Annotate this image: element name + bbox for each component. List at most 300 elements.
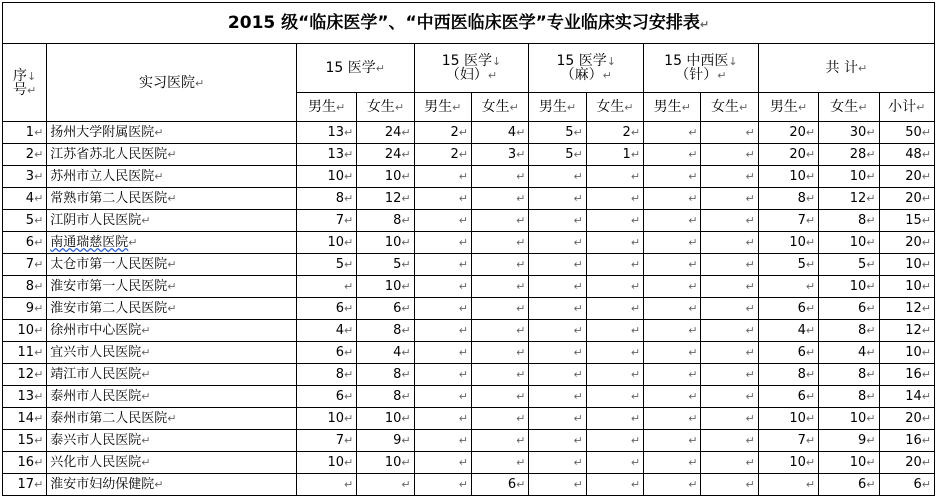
cell-med-female-value: 10 [384,235,402,250]
cell-hospital-value: 兴化市人民医院 [50,455,142,470]
cell-gyn-male: ↵ [414,210,471,232]
cell-total-male: 4↵ [758,320,818,342]
cell-seq: 1↵ [3,122,47,144]
cell-total-female: 8↵ [819,320,879,342]
cell-med-female-value: 6 [393,301,402,316]
cell-anes-male: ↵ [529,232,586,254]
cell-med-female: 10↵ [357,166,414,188]
table-row [3,144,935,166]
cell-gyn-male: 2↵ [414,122,471,144]
cell-total-female: 6↵ [819,474,879,496]
cell-med-male: ↵ [296,276,356,298]
cell-total-female-value: 8 [858,367,867,382]
cell-total-male-value: 6 [797,389,806,404]
cell-anes-male: 5↵ [529,144,586,166]
cell-hospital: 徐州市中心医院↵ [47,320,297,342]
cell-hospital-value: 淮安市妇幼保健院 [50,477,155,492]
cell-tcm-male: ↵ [644,122,701,144]
cell-subtotal: 14↵ [879,386,934,408]
table-row [3,386,935,408]
cell-total-male-value: 8 [797,191,806,206]
cell-total-male: 5↵ [758,254,818,276]
cell-gyn-male: ↵ [414,298,471,320]
header-male: 男生↵ [529,93,586,122]
cell-total-female: 4↵ [819,342,879,364]
table-row [3,166,935,188]
cell-seq-value: 16 [17,455,35,470]
cell-med-male-value: 13 [327,147,345,162]
cell-med-male: 10↵ [296,452,356,474]
cell-subtotal-value: 6 [913,477,922,492]
cell-anes-female: ↵ [586,254,643,276]
cell-tcm-female: ↵ [701,144,758,166]
cell-subtotal: 10↵ [879,254,934,276]
cell-hospital: 泰州市第二人民医院↵ [47,408,297,430]
table-row [3,474,935,496]
cell-seq-value: 17 [17,477,35,492]
table-row [3,452,935,474]
cell-seq-value: 7 [25,257,35,272]
cell-anes-male: ↵ [529,408,586,430]
cell-anes-female: 1↵ [586,144,643,166]
cell-gyn-male: ↵ [414,254,471,276]
cell-total-male-value: 10 [789,455,806,470]
cell-seq-value: 4 [25,191,35,206]
cell-seq-value: 6 [25,235,35,250]
cell-anes-male: ↵ [529,210,586,232]
cell-gyn-male: ↵ [414,430,471,452]
cell-subtotal: 20↵ [879,232,934,254]
cell-total-male: 6↵ [758,298,818,320]
cell-tcm-female: ↵ [701,364,758,386]
cell-seq-value: 15 [17,433,35,448]
table-title: 2015 级“临床医学”、“中西医临床医学”专业临床实习安排表 [227,12,700,33]
cell-hospital-value: 苏州市立人民医院 [50,169,155,184]
cell-anes-female-value: 2 [622,125,631,140]
cell-anes-female: ↵ [586,166,643,188]
cell-med-female-value: 8 [393,323,402,338]
cell-hospital: 苏州市立人民医院↵ [47,166,297,188]
cell-med-male: 10↵ [296,232,356,254]
header-group-medicine-anesthesia: 15 医学↓ （麻）↵ [529,44,644,93]
cell-med-female-value: 24 [384,147,402,162]
cell-total-female: 30↵ [819,122,879,144]
cell-med-male: 7↵ [296,210,356,232]
cell-total-female: 6↵ [819,298,879,320]
cell-total-female: 8↵ [819,386,879,408]
cell-gyn-female: ↵ [471,386,528,408]
cell-subtotal-value: 20 [905,411,922,426]
cell-med-female-value: 12 [384,191,402,206]
cell-hospital: 扬州大学附属医院↵ [47,122,297,144]
cell-total-male: 10↵ [758,452,818,474]
cell-tcm-female: ↵ [701,188,758,210]
cell-subtotal-value: 14 [905,389,922,404]
cell-gyn-female: 6↵ [471,474,528,496]
cell-med-female-value: 24 [384,125,402,140]
header-hospital: 实习医院↵ [47,44,297,122]
cell-subtotal: 16↵ [879,430,934,452]
cell-subtotal-value: 10 [905,257,922,272]
cell-subtotal-value: 10 [905,279,922,294]
cell-subtotal: 12↵ [879,320,934,342]
cell-anes-male: ↵ [529,364,586,386]
cell-hospital: 淮安市妇幼保健院↵ [47,474,297,496]
header-female: 女生↵ [701,93,758,122]
cell-total-female-value: 8 [858,323,867,338]
cell-tcm-male: ↵ [644,276,701,298]
cell-med-male-value: 10 [327,169,345,184]
cell-gyn-female: ↵ [471,364,528,386]
cell-tcm-male: ↵ [644,474,701,496]
cell-tcm-female: ↵ [701,430,758,452]
header-seq: 序↓ 号↵ [3,44,47,122]
cell-hospital: 太仓市第一人民医院↵ [47,254,297,276]
cell-total-male: ↵ [758,474,818,496]
cell-total-female-value: 10 [849,279,867,294]
cell-total-male-value: 8 [797,367,806,382]
cell-med-female: 8↵ [357,364,414,386]
cell-total-male: 10↵ [758,232,818,254]
cell-subtotal-value: 15 [905,213,922,228]
cell-seq: 16↵ [3,452,47,474]
table-row [3,408,935,430]
cell-hospital: 南通瑞慈医院↵ [47,232,297,254]
cell-gyn-male: 2↵ [414,144,471,166]
cell-anes-female-value: 1 [622,147,631,162]
cell-total-female-value: 9 [858,433,867,448]
cell-gyn-female: ↵ [471,452,528,474]
cell-tcm-male: ↵ [644,144,701,166]
cell-total-female-value: 6 [858,301,867,316]
cell-anes-female: ↵ [586,342,643,364]
cell-med-male-value: 6 [335,345,345,360]
cell-tcm-male: ↵ [644,210,701,232]
cell-gyn-female: ↵ [471,210,528,232]
cell-subtotal-value: 20 [905,235,922,250]
cell-total-male: 10↵ [758,166,818,188]
cell-med-male: 10↵ [296,408,356,430]
table-row [3,342,935,364]
cell-tcm-male: ↵ [644,386,701,408]
cell-total-male-value: 10 [789,411,806,426]
cell-total-female-value: 10 [849,169,867,184]
header-group-medicine-gynecology: 15 医学↓ （妇）↵ [414,44,529,93]
cell-seq-value: 11 [17,345,35,360]
cell-hospital-value: 扬州大学附属医院 [50,125,155,140]
cell-gyn-male: ↵ [414,188,471,210]
cell-anes-female: ↵ [586,408,643,430]
cell-med-male-value: 10 [327,235,345,250]
cell-seq: 3↵ [3,166,47,188]
cell-anes-male: ↵ [529,474,586,496]
cell-gyn-female: ↵ [471,166,528,188]
cell-total-female-value: 10 [849,411,867,426]
cell-seq: 4↵ [3,188,47,210]
cell-anes-male: ↵ [529,166,586,188]
cell-hospital-value: 徐州市中心医院 [50,323,142,338]
cell-med-female-value: 8 [393,213,402,228]
cell-total-female: 10↵ [819,232,879,254]
cell-total-female-value: 28 [849,147,867,162]
table-row [3,276,935,298]
cell-seq-value: 9 [25,301,35,316]
cell-seq-value: 12 [17,367,35,382]
cell-hospital-value: 泰州市第二人民医院 [50,411,168,426]
cell-tcm-female: ↵ [701,298,758,320]
cell-anes-male: ↵ [529,276,586,298]
header-female: 女生↵ [357,93,414,122]
cell-subtotal: 16↵ [879,364,934,386]
cell-med-male: 6↵ [296,342,356,364]
cell-total-female: 8↵ [819,364,879,386]
cell-seq: 9↵ [3,298,47,320]
cell-seq-value: 10 [17,323,35,338]
cell-total-male-value: 6 [797,301,806,316]
cell-total-female: 10↵ [819,276,879,298]
cell-subtotal-value: 12 [905,301,922,316]
cell-total-male: 6↵ [758,386,818,408]
cell-gyn-female: ↵ [471,254,528,276]
cell-anes-male: ↵ [529,342,586,364]
cell-med-female: 8↵ [357,386,414,408]
cell-seq-value: 1 [25,125,35,140]
cell-tcm-female: ↵ [701,276,758,298]
cell-tcm-male: ↵ [644,166,701,188]
cell-med-male: ↵ [296,474,356,496]
cell-total-male: 20↵ [758,122,818,144]
cell-seq-value: 14 [17,411,35,426]
cell-seq: 8↵ [3,276,47,298]
cell-seq: 10↵ [3,320,47,342]
cell-med-female: ↵ [357,474,414,496]
cell-subtotal-value: 16 [905,433,922,448]
header-female: 女生↵ [819,93,879,122]
cell-med-female: 12↵ [357,188,414,210]
cell-total-female-value: 8 [858,389,867,404]
cell-subtotal: 20↵ [879,452,934,474]
cell-med-female-value: 9 [393,433,402,448]
cell-gyn-female: ↵ [471,276,528,298]
cell-anes-male: ↵ [529,254,586,276]
cell-total-male-value: 10 [789,169,806,184]
cell-seq-value: 5 [25,213,35,228]
cell-gyn-female: ↵ [471,232,528,254]
header-male: 男生↵ [644,93,701,122]
cell-med-female: 24↵ [357,122,414,144]
cell-med-male-value: 6 [335,301,345,316]
header-female: 女生↵ [471,93,528,122]
cell-anes-male: ↵ [529,298,586,320]
cell-med-male-value: 10 [327,455,345,470]
table-row [3,364,935,386]
table-row [3,254,935,276]
cell-tcm-female: ↵ [701,122,758,144]
cell-anes-female: ↵ [586,232,643,254]
table-title-cell: 2015 级“临床医学”、“中西医临床医学”专业临床实习安排表↵ [3,3,935,44]
cell-med-male: 8↵ [296,188,356,210]
cell-anes-male: ↵ [529,386,586,408]
cell-total-male: ↵ [758,276,818,298]
cell-hospital-value: 靖江市人民医院 [50,367,142,382]
cell-gyn-female: ↵ [471,342,528,364]
cell-tcm-female: ↵ [701,386,758,408]
cell-gyn-male-value: 2 [450,125,459,140]
cell-total-male-value: 20 [789,147,806,162]
cell-total-male-value: 7 [797,433,806,448]
header-male: 男生↵ [296,93,356,122]
cell-seq-value: 2 [25,147,35,162]
table-row [3,232,935,254]
cell-tcm-female: ↵ [701,474,758,496]
cell-med-female: 9↵ [357,430,414,452]
cell-gyn-female: ↵ [471,430,528,452]
cell-med-male-value: 13 [327,125,345,140]
cell-tcm-female: ↵ [701,166,758,188]
cell-anes-female: ↵ [586,188,643,210]
header-group-tcm-acupuncture: 15 中西医↓ （针）↵ [644,44,759,93]
cell-hospital-value: 江苏省苏北人民医院 [50,147,168,162]
cell-anes-female: ↵ [586,452,643,474]
cell-med-male: 6↵ [296,386,356,408]
table-row [3,122,935,144]
cell-hospital-value: 江阴市人民医院 [50,213,142,228]
cell-med-female-value: 8 [393,367,402,382]
cell-seq: 5↵ [3,210,47,232]
cell-gyn-female-value: 6 [507,477,517,492]
cell-hospital-value: 太仓市第一人民医院 [50,257,168,272]
cell-med-female: 10↵ [357,408,414,430]
cell-anes-male: ↵ [529,430,586,452]
cell-med-female-value: 4 [393,345,402,360]
cell-total-female: 10↵ [819,166,879,188]
cell-subtotal: 20↵ [879,408,934,430]
table-row [3,188,935,210]
cell-gyn-male-value: 2 [450,147,459,162]
cell-tcm-male: ↵ [644,364,701,386]
cell-anes-male: 5↵ [529,122,586,144]
cell-med-male-value: 7 [335,433,345,448]
cell-med-male: 6↵ [296,298,356,320]
cell-tcm-male: ↵ [644,254,701,276]
cell-subtotal: 48↵ [879,144,934,166]
cell-tcm-male: ↵ [644,430,701,452]
internship-schedule-table [2,2,935,496]
cell-total-female-value: 5 [858,257,867,272]
cell-total-female-value: 12 [849,191,867,206]
table-row [3,210,935,232]
cell-med-female: 10↵ [357,232,414,254]
cell-total-female: 10↵ [819,452,879,474]
cell-med-male-value: 5 [335,257,345,272]
cell-total-female-value: 8 [858,213,867,228]
cell-anes-male: ↵ [529,188,586,210]
cell-seq: 17↵ [3,474,47,496]
cell-total-female: 12↵ [819,188,879,210]
cell-subtotal: 20↵ [879,166,934,188]
cell-med-female-value: 8 [393,389,402,404]
cell-subtotal-value: 50 [905,125,922,140]
cell-total-male-value: 5 [797,257,806,272]
cell-total-male: 8↵ [758,188,818,210]
cell-gyn-female: 4↵ [471,122,528,144]
cell-anes-female: 2↵ [586,122,643,144]
cell-total-male: 7↵ [758,430,818,452]
cell-med-female: 8↵ [357,320,414,342]
cell-med-female: 10↵ [357,452,414,474]
cell-med-female-value: 5 [393,257,402,272]
cell-med-male: 8↵ [296,364,356,386]
cell-total-female: 8↵ [819,210,879,232]
cell-gyn-female-value: 4 [507,125,517,140]
cell-subtotal-value: 12 [905,323,922,338]
cell-subtotal: 10↵ [879,276,934,298]
cell-hospital-value: 泰州市人民医院 [50,389,142,404]
cell-tcm-male: ↵ [644,408,701,430]
cell-med-female-value: 10 [384,455,402,470]
cell-med-male: 10↵ [296,166,356,188]
cell-anes-female: ↵ [586,474,643,496]
cell-gyn-male: ↵ [414,320,471,342]
cell-tcm-female: ↵ [701,210,758,232]
cell-hospital: 江苏省苏北人民医院↵ [47,144,297,166]
cell-total-male-value: 20 [789,125,806,140]
cell-med-female: 6↵ [357,298,414,320]
header-group-total: 共 计↵ [758,44,934,93]
cell-anes-female: ↵ [586,298,643,320]
table-body [3,122,935,496]
cell-gyn-female: ↵ [471,188,528,210]
cell-med-female: 8↵ [357,210,414,232]
cell-total-female-value: 6 [858,477,867,492]
cell-seq: 15↵ [3,430,47,452]
cell-subtotal-value: 20 [905,455,922,470]
cell-tcm-male: ↵ [644,232,701,254]
header-female: 女生↵ [586,93,643,122]
cell-gyn-male: ↵ [414,342,471,364]
cell-total-male-value: 4 [797,323,806,338]
cell-total-female-value: 10 [849,235,867,250]
cell-anes-female: ↵ [586,320,643,342]
cell-hospital-value: 南通瑞慈医院 [50,235,129,250]
cell-hospital-value: 宜兴市人民医院 [50,345,142,360]
cell-gyn-female: ↵ [471,320,528,342]
header-group-medicine: 15 医学↵ [296,44,414,93]
table-row [3,298,935,320]
cell-subtotal-value: 48 [905,147,922,162]
cell-tcm-female: ↵ [701,408,758,430]
cell-seq-value: 3 [25,169,35,184]
cell-tcm-female: ↵ [701,254,758,276]
cell-hospital: 江阴市人民医院↵ [47,210,297,232]
cell-total-male-value: 7 [797,213,806,228]
cell-total-female-value: 10 [849,455,867,470]
cell-subtotal: 20↵ [879,188,934,210]
cell-hospital-value: 泰兴市人民医院 [50,433,142,448]
cell-anes-female: ↵ [586,364,643,386]
cell-gyn-male: ↵ [414,166,471,188]
cell-gyn-male: ↵ [414,232,471,254]
cell-anes-male: ↵ [529,452,586,474]
cell-subtotal-value: 10 [905,345,922,360]
cell-med-male-value: 8 [335,367,345,382]
cell-gyn-male: ↵ [414,452,471,474]
cell-hospital: 常熟市第二人民医院↵ [47,188,297,210]
cell-med-female-value: 10 [384,169,402,184]
cell-hospital: 兴化市人民医院↵ [47,452,297,474]
cell-med-female-value: 10 [384,411,402,426]
cell-seq: 7↵ [3,254,47,276]
